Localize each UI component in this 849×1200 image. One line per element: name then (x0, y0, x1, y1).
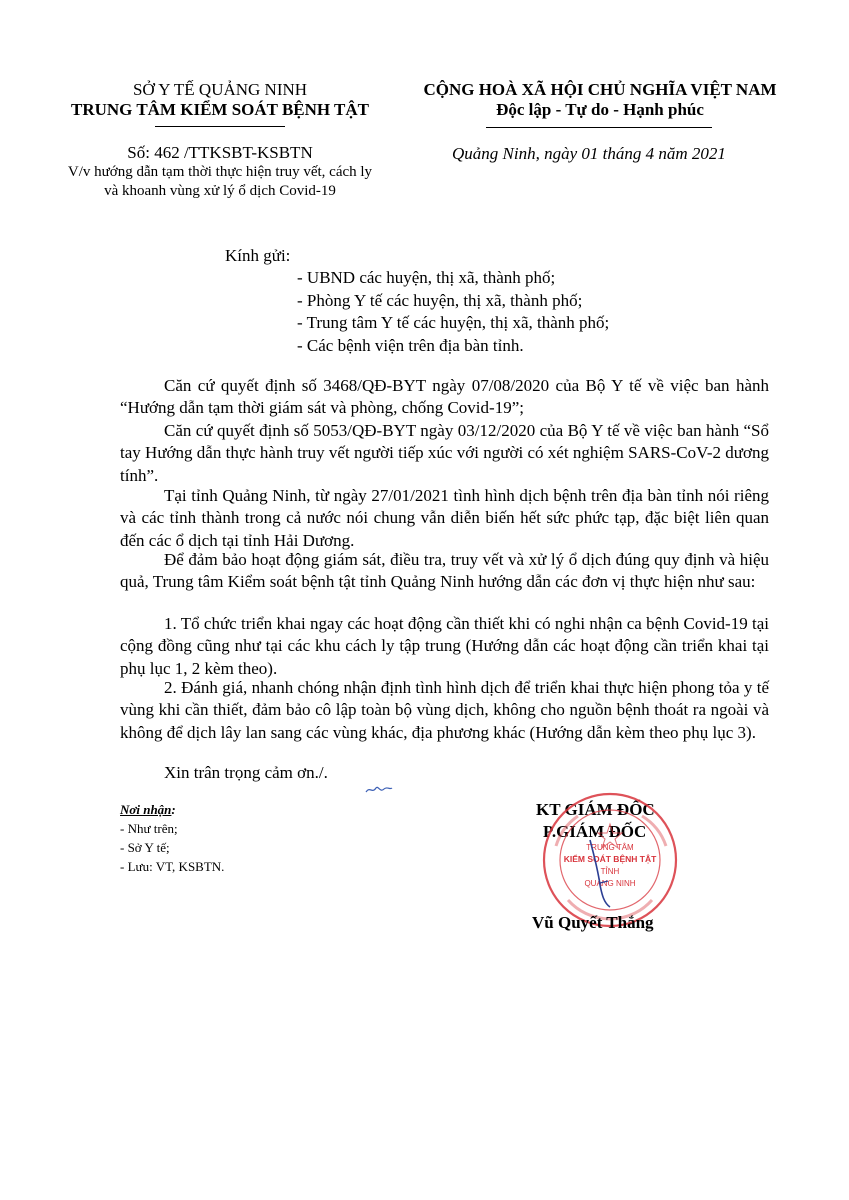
issuer-block (40, 80, 400, 120)
doc-number: Số: 462 /TTKSBT-KSBTN (127, 143, 313, 162)
body-paragraph: 1. Tổ chức triển khai ngay các hoạt động cần thiết khi có nghi nhận ca bệnh Covid-19 tại cộng đồng cũng như tại các khu cách ly tập trung (Hướng dẫn các hoạt động cần triển khai tại phụ lục 1, 2 kèm theo). (120, 614, 769, 678)
receivers-block (120, 800, 224, 876)
motto-underline (486, 127, 712, 128)
recipients-list (297, 267, 609, 357)
recipient-item: - UBND các huyện, thị xã, thành phố; (297, 268, 556, 287)
recipients-label: Kính gửi: (225, 246, 291, 265)
doc-meta (40, 143, 400, 201)
body-paragraph: Tại tỉnh Quảng Ninh, từ ngày 27/01/2021 tình hình dịch bệnh trên địa bàn tỉnh nói riêng và các tỉnh thành trong cả nước nói chung vẫn diễn biến hết sức phức tạp, đặc biệt liên quan đến các ổ dịch tại tỉnh Hải Dương. (120, 486, 769, 550)
seal-text-line4: QUẢNG NINH (584, 879, 636, 888)
seal-text-line2: KIỂM SOÁT BỆNH TẬT (563, 854, 657, 864)
receiver-item: - Lưu: VT, KSBTN. (120, 859, 225, 874)
receiver-item: - Như trên; (120, 821, 178, 836)
seal-text-line3: TỈNH (600, 867, 620, 876)
country-name: CỘNG HOÀ XÃ HỘI CHỦ NGHĨA VIỆT NAM (423, 80, 777, 99)
ink-mark-icon (364, 782, 394, 796)
receivers-label-text: Nơi nhận (120, 802, 172, 817)
recipient-item: - Phòng Y tế các huyện, thị xã, thành phố; (297, 290, 583, 310)
closing-line: Xin trân trọng cảm ơn./. (164, 763, 328, 782)
sign-title-1: KT GIÁM ĐỐC (536, 800, 655, 819)
receiver-item: - Sở Y tế; (120, 840, 170, 855)
signature-icon (580, 835, 630, 915)
issuer-org-name: TRUNG TÂM KIỂM SOÁT BỆNH TẬT (70, 100, 370, 119)
place-date: Quảng Ninh, ngày 01 tháng 4 năm 2021 (452, 144, 726, 163)
sign-title-2: P.GIÁM ĐỐC (543, 822, 647, 841)
body-paragraph: 2. Đánh giá, nhanh chóng nhận định tình hình dịch để triển khai thực hiện phong tỏa y tế vùng khi cần thiết, đảm bảo cô lập toàn bộ vùng dịch, không cho nguồn bệnh thoát ra ngoài và không để dịch lây lan sang các vùng khác, địa phương khác (Hướng dẫn kèm theo phụ lục 3). (120, 678, 769, 742)
body-paragraph: Căn cứ quyết định số 5053/QĐ-BYT ngày 03/12/2020 của Bộ Y tế về việc ban hành “Sổ tay Hướng dẫn thực hành truy vết người tiếp xúc với người có xét nghiệm SARS-CoV-2 dương tính”. (120, 421, 769, 485)
issuer-underline (155, 126, 285, 127)
national-motto: Độc lập - Tự do - Hạnh phúc (496, 100, 704, 119)
body-paragraph: Để đảm bảo hoạt động giám sát, điều tra, truy vết và xử lý ổ dịch đúng quy định và hiệu quả, Trung tâm Kiểm soát bệnh tật tỉnh Quảng Ninh hướng dẫn các đơn vị thực hiện như sau: (120, 550, 769, 592)
receivers-label (120, 800, 224, 819)
seal-text-line1: TRUNG TÂM (586, 843, 634, 852)
signer-name: Vũ Quyết Thắng (532, 913, 654, 932)
body-paragraph: Căn cứ quyết định số 3468/QĐ-BYT ngày 07/08/2020 của Bộ Y tế về việc ban hành “Hướng dẫn tạm thời giám sát và phòng, chống Covid-19”; (120, 376, 769, 418)
receivers-label-colon: : (171, 802, 176, 817)
issuer-parent-org: SỞ Y TẾ QUẢNG NINH (132, 80, 308, 99)
doc-subject-line1: V/v hướng dẫn tạm thời thực hiện truy vết, cách ly (67, 164, 373, 180)
recipient-item: - Trung tâm Y tế các huyện, thị xã, thành phố; (297, 313, 610, 332)
national-header (395, 80, 805, 120)
recipient-item: - Các bệnh viện trên địa bàn tỉnh. (297, 335, 524, 355)
doc-subject-line2: và khoanh vùng xử lý ổ dịch Covid-19 (104, 183, 336, 199)
